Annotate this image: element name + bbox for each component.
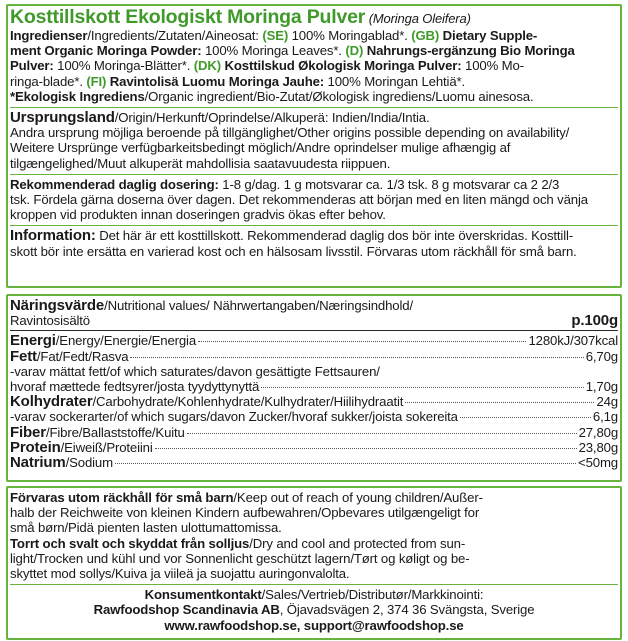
text-dk-2: 100% Mo- <box>461 58 524 74</box>
dosage-label: Rekommenderad daglig dosering: <box>10 176 219 192</box>
storage-label-2: Torrt och svalt och skyddat från solljus <box>10 535 250 551</box>
dosage-line-2: tsk. Fördela gärna doserna över dagen. Det rekommenderas att början med en liten mängd och vänja <box>10 192 588 208</box>
storage-text-1-3: små børn/Pidä pienten lasten ulottumattomissa. <box>10 520 282 536</box>
origin-text <box>10 110 618 171</box>
text-fi-1: Ravintolisä Luomu Moringa Jauhe: <box>106 73 325 89</box>
latin-name: (Moringa Oleifera) <box>368 11 471 26</box>
nutrition-row-protein <box>10 440 618 455</box>
ingredients-section <box>10 6 618 259</box>
dot-leader <box>261 387 584 388</box>
row-value: 6,70g <box>585 348 618 364</box>
nutrition-header-rest: /Nutritional values/ Nährwertangaben/Næringsindhold/ <box>104 298 413 313</box>
origin-label: Ursprungsland <box>10 109 115 127</box>
row-label: Natrium <box>10 454 66 472</box>
code-gb: (GB) <box>411 28 440 43</box>
row-label: Energi <box>10 332 56 350</box>
ingredients-label: Ingredienser <box>10 28 88 43</box>
dosage-line-3: kroppen vid produkten innan doseringen gradvis ökas efter behov. <box>10 207 386 223</box>
nutrition-header-row-2 <box>10 313 618 328</box>
divider <box>10 330 618 331</box>
storage-text-1-2: halb der Reichweite von kleinen Kindern aufbewahren/Opbevares utilgængeligt for <box>10 505 480 521</box>
organic-rest: /Organic ingredient/Bio-Zutat/Økologisk ingrediens/Luomu ainesosa. <box>144 88 534 104</box>
text-se: 100% Moringablad*. <box>288 28 412 43</box>
text-gb-3: 100% Moringa Leaves*. <box>201 43 346 59</box>
divider <box>10 107 618 108</box>
origin-line-2: Andra ursprung möjliga beroende på tillgänglighet/Other origins possible depending on availability/ <box>10 125 570 141</box>
per-100g: p.100g <box>571 312 618 330</box>
text-gb-2: ment Organic Moringa Powder: <box>10 43 202 59</box>
nutrition-row-sugars <box>10 409 618 424</box>
nutrition-row-energy <box>10 333 618 348</box>
ingredients-label-rest: /Ingredients/Zutaten/Aineosat: <box>87 28 259 43</box>
company-address: , Öjavadsvägen 2, 374 36 Svängsta, Sverige <box>279 602 535 618</box>
storage-text-1-1: /Keep out of reach of young children/Außer- <box>233 490 483 505</box>
contact-rest: /Sales/Vertrieb/Distributør/Markkinointi: <box>261 587 484 603</box>
storage-label-1: Förvaras utom räckhåll för små barn <box>10 490 234 505</box>
row-label: Kolhydrater <box>10 393 93 411</box>
contact-web[interactable]: www.rawfoodshop.se, support@rawfoodshop.se <box>164 617 464 633</box>
code-dk: (DK) <box>193 58 221 74</box>
row-label: Fiber <box>10 423 46 441</box>
row-value: 1,70g <box>585 379 618 395</box>
text-dk-3: ringa-blade*. <box>10 73 87 89</box>
divider <box>10 225 618 226</box>
information-line-2: skott bör inte ersätta en varierad kost och en hälsosam livsstil. Förvaras utom räckhåll för små barn. <box>10 243 577 259</box>
text-fi-2: 100% Moringan Lehtiä*. <box>324 73 466 89</box>
storage-text-2-1: /Dry and cool and protected from sun- <box>249 535 466 551</box>
storage-section <box>10 490 618 633</box>
code-d: (D) <box>345 43 364 59</box>
contact-label: Konsumentkontakt <box>144 587 262 603</box>
row-label: Fett <box>10 347 37 365</box>
nutrition-row-saturates <box>10 364 618 394</box>
row-label: Protein <box>10 438 61 456</box>
divider <box>10 584 618 585</box>
nutrition-row-fibre <box>10 425 618 440</box>
row-rest: /Energy/Energie/Energia <box>55 333 197 349</box>
row-rest: /Fibre/Ballaststoffe/Kuitu <box>45 424 185 440</box>
row-sub: -varav sockerarter/of which sugars/davon Zucker/hvoraf sukker/joista sokereita <box>10 409 458 425</box>
dot-leader <box>115 463 576 464</box>
row-rest: /Carbohydrate/Kohlenhydrate/Kulhydrater/Hiilihydraatit <box>92 394 404 410</box>
dot-leader <box>155 448 577 449</box>
ingredients-text <box>10 28 618 104</box>
nutrition-table <box>10 298 618 470</box>
text-gb-1: Dietary Supple- <box>439 28 538 43</box>
dot-leader <box>130 357 583 358</box>
dot-leader <box>460 417 591 418</box>
code-fi: (FI) <box>86 73 107 89</box>
origin-line-3: Weitere Ursprünge verfügbarkeitsbedingt möglich/Andre oprindelser mulige afhængig af <box>10 140 511 156</box>
storage-text-2-2: light/Trocken und kühl und vor Sonnenlicht geschützt lagern/Tørt og køligt og be- <box>10 550 470 566</box>
text-d-1: Nahrungs-ergänzung Bio Moringa <box>363 43 575 59</box>
storage-dry-text <box>10 536 618 582</box>
company-name: Rawfoodshop Scandinavia AB <box>93 602 280 618</box>
row-sub-1: -varav mättat fett/of which saturates/davon gesättigte Fettsauren/ <box>10 363 380 379</box>
text-d-2: Pulver: <box>10 58 54 74</box>
nutrition-row-sodium <box>10 455 618 470</box>
row-value: 23,80g <box>578 439 618 455</box>
dot-leader <box>187 433 577 434</box>
origin-line-4: tilgængelighed/Muut alkuperät mahdollisia saatavuudesta riippuen. <box>10 155 391 171</box>
title-text: Kosttillskott Ekologiskt Moringa Pulver <box>10 6 366 28</box>
information-label: Information: <box>10 227 96 245</box>
row-value: 24g <box>596 394 618 410</box>
origin-rest: /Origin/Herkunft/Oprindelse/Alkuperä: Indien/India/Intia. <box>114 110 430 126</box>
storage-text-2-3: skyttet mod sollys/Kuiva ja viileä ja suojattu auringonvalolta. <box>10 566 350 582</box>
nutrition-header <box>10 298 618 313</box>
dosage-text <box>10 177 618 223</box>
text-dk-1: Kosttilskud Økologisk Moringa Pulver: <box>220 58 462 74</box>
divider <box>10 174 618 175</box>
code-se: (SE) <box>262 28 289 43</box>
dot-leader <box>405 402 594 403</box>
row-rest: /Eiweiß/Proteiini <box>60 439 153 455</box>
row-sub-2: hvoraf mættede fedtsyrer/josta tyydyttynyttä <box>10 379 260 395</box>
row-value: <50mg <box>578 455 618 471</box>
information-line-1: Det här är ett kosttillskott. Rekommenderad daglig dos bör inte överskridas. Kosttill- <box>95 228 573 244</box>
row-rest: /Fat/Fedt/Rasva <box>36 348 129 364</box>
row-rest: /Sodium <box>65 455 113 471</box>
storage-children-text <box>10 490 618 536</box>
dosage-line-1: 1-8 g/dag. 1 g motsvarar ca. 1/3 tsk. 8 g motsvarar ca 2 2/3 <box>218 176 560 192</box>
row-value: 6,1g <box>592 409 618 425</box>
nutrition-header-rest-2: Ravintosisältö <box>10 313 90 329</box>
text-d-3: 100% Moringa-Blätter*. <box>53 58 194 74</box>
dot-leader <box>198 341 526 342</box>
information-text <box>10 228 618 258</box>
nutrition-header-label: Näringsvärde <box>10 297 105 314</box>
row-value: 1280kJ/307kcal <box>528 333 618 349</box>
organic-label: *Ekologisk Ingrediens <box>10 88 145 104</box>
row-value: 27,80g <box>578 424 618 440</box>
nutrition-row-fat <box>10 349 618 364</box>
nutrition-row-carbohydrate <box>10 394 618 409</box>
product-title <box>10 6 618 28</box>
contact-block <box>10 587 618 633</box>
